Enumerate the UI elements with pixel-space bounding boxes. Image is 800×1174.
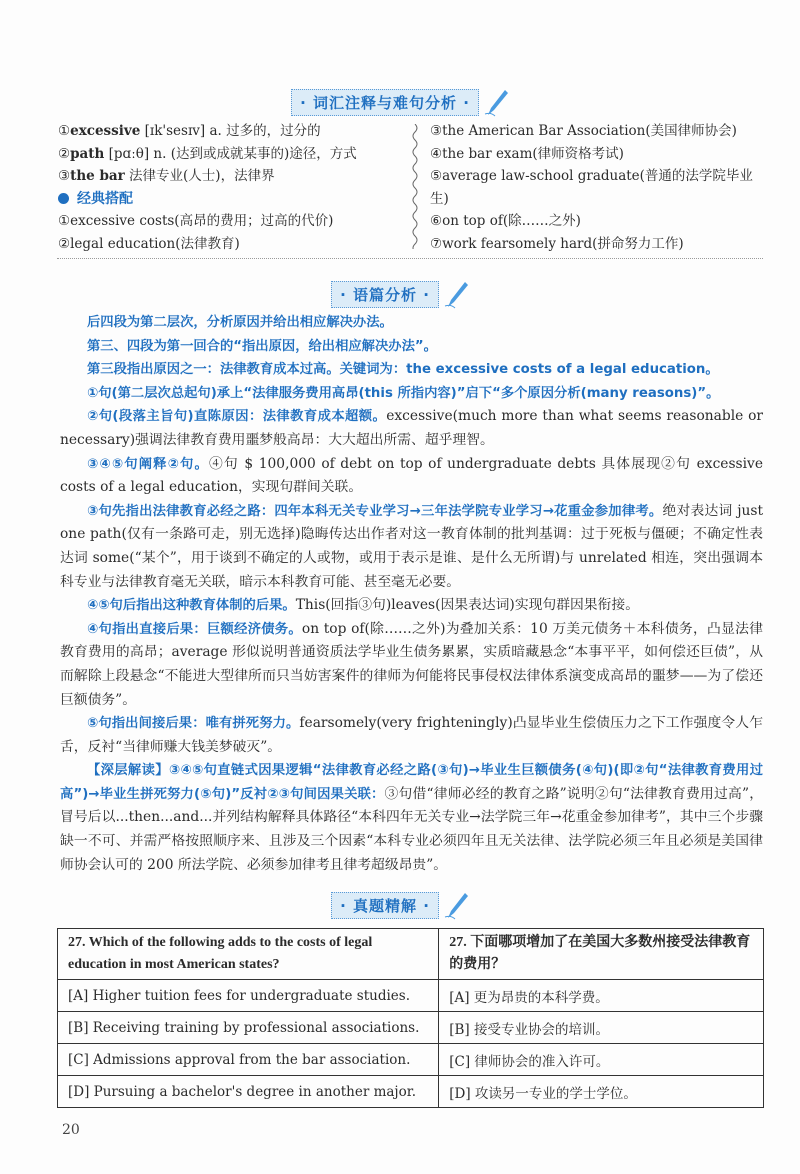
section-title: · 真题精解 · — [331, 892, 439, 919]
option-en: [B] Receiving training by professional associations. — [58, 1012, 439, 1044]
question-zh: 27. 下面哪项增加了在美国大多数州接受法律教育的费用？ — [439, 929, 764, 980]
option-en: [A] Higher tuition fees for undergraduate studies. — [58, 980, 439, 1012]
paragraph-lead: 第三、四段为第一回合的“指出原因，给出相应解决办法”。 — [87, 338, 437, 354]
vocab-right — [430, 120, 770, 255]
table-row — [58, 1044, 764, 1076]
analysis-paragraph — [60, 759, 763, 877]
paragraph-lead: 后四段为第二层次，分析原因并给出相应解决办法。 — [87, 315, 393, 330]
analysis-paragraph — [60, 335, 763, 359]
analysis-paragraph — [60, 712, 763, 759]
exam-section-header — [0, 891, 800, 921]
vocab-item: ⑤average law-school graduate(普通的法学院毕业生) — [430, 168, 753, 207]
analysis-paragraph — [60, 453, 763, 500]
option-zh: [B] 接受专业协会的培训。 — [439, 1012, 764, 1044]
paragraph-lead: ④⑤句后指出这种教育体制的后果。 — [87, 598, 296, 614]
vocab-item: ③the American Bar Association(美国律师协会) — [430, 123, 737, 139]
divider — [57, 258, 763, 259]
vocab-item: ⑦work fearsomely hard(拼命努力工作) — [430, 235, 684, 252]
paragraph-lead: ①句(第二层次总起句)承上“法律服务费用高昂(this 所指内容)”启下“多个原因分析(many reasons)”。 — [87, 385, 720, 401]
option-en: [C] Admissions approval from the bar association. — [58, 1044, 439, 1076]
paragraph-lead: ④句指出直接后果：巨额经济债务。 — [87, 621, 302, 637]
collocation-heading: 经典搭配 — [58, 188, 403, 211]
vocab-item: ①excessive [ɪk'sesɪv] a. 过多的，过分的 — [58, 123, 321, 139]
paragraph-text: excessive(much more than what seems reasonable or necessary)强调法律教育费用噩梦般高昂：大大超出所需、超乎理智。 — [60, 408, 763, 448]
paragraph-lead: 【深层解读】③④⑤句直链式因果逻辑“法律教育必经之路(③句)→毕业生巨额债务(④句)(即②句“法律教育费用过高”)→毕业生拼死努力(⑤句)”反衬②③句间因果关联： — [60, 763, 763, 802]
paragraph-text: This(回指③句)leaves(因果表达词)实现句群因果衔接。 — [295, 597, 639, 614]
table-row — [58, 929, 764, 980]
option-zh: [A] 更为昂贵的本科学费。 — [439, 980, 764, 1012]
paragraph-text: fearsomely(very frighteningly)凸显毕业生偿债压力之下工作强度令人乍舌，反衬“当律师赚大钱美梦破灭”。 — [60, 715, 763, 755]
vocab-item: ②path [pɑːθ] n. (达到或成就某事的)途径，方式 — [58, 145, 357, 162]
vocab-item: ⑥on top of(除……之外) — [430, 213, 581, 229]
pen-icon — [483, 88, 509, 118]
paragraph-lead: ③句先指出法律教育必经之路：四年本科无关专业学习→三年法学院专业学习→花重金参加律考。 — [87, 503, 663, 519]
option-en: [D] Pursuing a bachelor's degree in another major. — [58, 1076, 439, 1108]
option-zh: [C] 律师协会的准入许可。 — [439, 1044, 764, 1076]
question-table — [57, 928, 764, 1108]
page-number: 20 — [62, 1122, 80, 1138]
analysis-paragraph — [60, 594, 763, 618]
paragraph-text: ③句借“律师必经的教育之路”说明②句“法律教育费用过高”，冒号后以...then...and...并列结构解释具体路径“本科四年无关专业→法学院三年→花重金参加律考”，其中三个步骤缺一不可、并需严格按照顺序来、且涉及三个因素“本科专业必须四年且无关法律、法学院必须三年且必须是美国律师协会认可的 200 所法学院、必须参加律考且律考超级昂贵”。 — [60, 785, 764, 873]
question-en: 27. Which of the following adds to the costs of legal education in most American states? — [58, 929, 439, 980]
vocab-section-header — [0, 88, 800, 118]
collocation-item: ①excessive costs(高昂的费用；过高的代价) — [58, 213, 334, 229]
paragraph-lead: ⑤句指出间接后果：唯有拼死努力。 — [87, 716, 300, 732]
analysis-paragraph — [60, 618, 763, 712]
analysis-paragraph — [60, 500, 763, 594]
paragraph-lead: 第三段指出原因之一：法律教育成本过高。关键词为：the excessive costs of a legal education。 — [87, 362, 719, 378]
bullet-icon — [58, 193, 69, 204]
section-title: · 词汇注释与难句分析 · — [291, 89, 479, 116]
table-row — [58, 1012, 764, 1044]
vocab-item: ③the bar 法律专业(人士)，法律界 — [58, 168, 275, 184]
analysis-paragraph — [60, 358, 763, 382]
table-row — [58, 1076, 764, 1108]
analysis-paragraph — [60, 311, 763, 335]
pen-icon — [443, 280, 469, 310]
paragraph-lead: ③④⑤句阐释②句。 — [87, 456, 209, 472]
analysis-body — [60, 311, 763, 877]
paragraph-text: 绝对表达词 just one path(仅有一条路可走，别无选择)隐晦传达出作者对这一教育体制的批判基调：过于死板与僵硬；不确定性表达词 some(“某个”，用于谈到不确定的人或物，或用于表示是谁、是什么无所谓)与 unrelated 相连，突出强调本科专业与法律教育毫无关联，暗示本科教育可能、甚至毫无必要。 — [60, 502, 763, 590]
table-row — [58, 980, 764, 1012]
vocab-item: ④the bar exam(律师资格考试) — [430, 145, 624, 162]
wavy-divider — [410, 124, 420, 249]
option-zh: [D] 攻读另一专业的学士学位。 — [439, 1076, 764, 1108]
paragraph-text: on top of(除……之外)为叠加关系：10 万美元债务＋本科债务，凸显法律教育费用的高昂；average 形似说明普通资质法学毕业生债务累累，实质暗藏悬念“本事平平，如何偿还巨债”，从而解除上段悬念“不能进大型律所而只当妨害案件的律师为何能将民事侵权法律体系演变成高昂的噩梦——为了偿还巨额债务”。 — [60, 620, 763, 708]
collocation-item: ②legal education(法律教育) — [58, 235, 240, 252]
vocab-left — [58, 120, 403, 255]
discourse-section-header — [0, 280, 800, 310]
vocab-block — [58, 120, 763, 250]
section-title: · 语篇分析 · — [331, 281, 439, 308]
analysis-paragraph — [60, 382, 763, 406]
paragraph-lead: ②句(段落主旨句)直陈原因：法律教育成本超额。 — [87, 409, 387, 425]
pen-icon — [443, 891, 469, 921]
paragraph-text: ④句 $ 100,000 of debt on top of undergraduate debts 具体展现②句 excessive costs of a legal education，实现句群间关联。 — [60, 455, 763, 496]
analysis-paragraph — [60, 405, 763, 452]
